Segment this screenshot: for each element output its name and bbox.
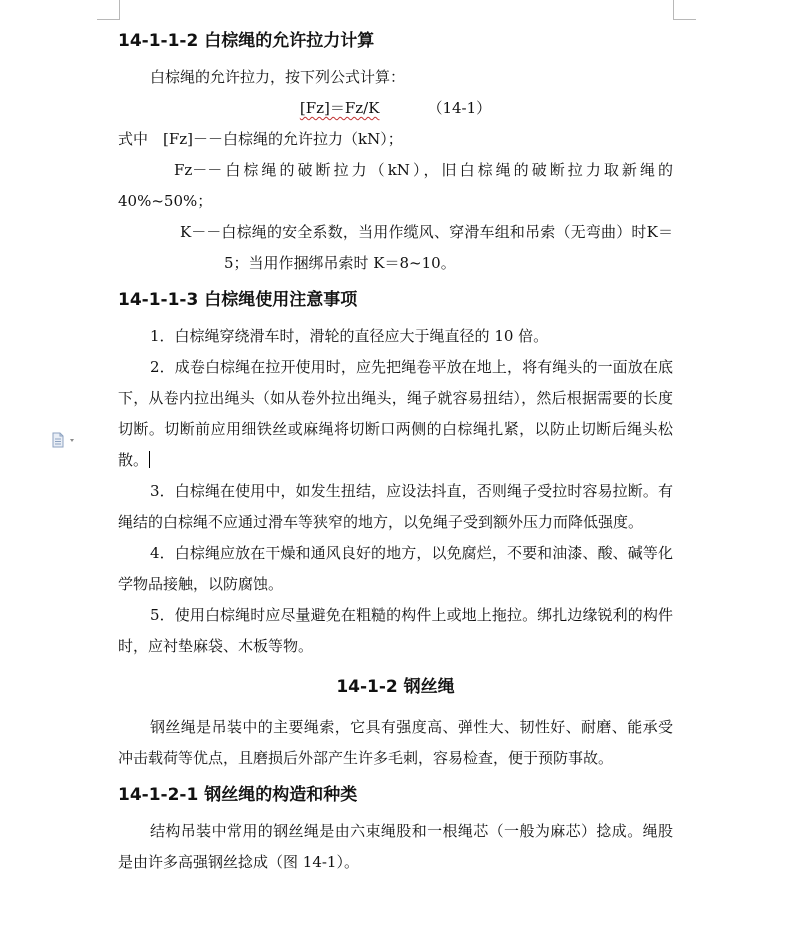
list-item-3: 3．白棕绳在使用中，如发生扭结，应设法抖直，否则绳子受拉时容易拉断。有绳结的白棕绳不应通过滑车等狭窄的地方，以免绳子受到额外压力而降低强度。 <box>118 482 673 531</box>
paragraph-allowable-intro: 白棕绳的允许拉力，按下列公式计算： <box>150 68 406 86</box>
section-heading-14-1-2-1: 14-1-2-1 钢丝绳的构造和种类 <box>118 785 358 805</box>
document-body <box>118 24 673 878</box>
section-heading-14-1-1-2: 14-1-1-2 白棕绳的允许拉力计算 <box>118 31 375 51</box>
formula-line <box>118 93 673 124</box>
list-item-4: 4．白棕绳应放在干燥和通风良好的地方，以免腐烂，不要和油漆、酸、碱等化学物品接触，以防腐蚀。 <box>118 544 673 593</box>
definition-allowable-force: 式中 [Fz]－－白棕绳的允许拉力（kN）； <box>118 130 403 148</box>
crop-mark-top-right <box>673 0 696 20</box>
document-outline-icon[interactable] <box>50 432 80 448</box>
equation-number: （14-1） <box>427 99 492 117</box>
list-item-2-text: 2．成卷白棕绳在拉开使用时，应先把绳卷平放在地上，将有绳头的一面放在底下，从卷内拉出绳头（如从卷外拉出绳头，绳子就容易扭结），然后根据需要的长度切断。切断前应用细铁丝或麻绳将切断口两侧的白棕绳扎紧，以防止切断后绳头松散。 <box>118 358 673 469</box>
section-heading-14-1-2: 14-1-2 钢丝绳 <box>336 677 455 697</box>
paragraph-structure-intro: 结构吊装中常用的钢丝绳是由六束绳股和一根绳芯（一般为麻芯）捻成。绳股是由许多高强钢丝捻成（图 14-1）。 <box>118 822 673 871</box>
list-item-5: 5．使用白棕绳时应尽量避免在粗糙的构件上或地上拖拉。绑扎边缘锐利的构件时，应衬垫麻袋、木板等物。 <box>118 606 673 655</box>
definition-safety-factor: K－－白棕绳的安全系数，当用作缆风、穿滑车组和吊索（无弯曲）时K＝5；当用作捆绑吊索时 K＝8~10。 <box>180 223 673 272</box>
formula-14-1: [Fz]＝Fz/K <box>299 99 380 117</box>
section-heading-14-1-1-3: 14-1-1-3 白棕绳使用注意事项 <box>118 290 358 310</box>
paragraph-steel-wire-intro: 钢丝绳是吊装中的主要绳索，它具有强度高、弹性大、韧性好、耐磨、能承受冲击载荷等优点，且磨损后外部产生许多毛刺，容易检查，便于预防事故。 <box>118 718 673 767</box>
crop-mark-top-left <box>97 0 120 20</box>
list-item-2 <box>118 352 673 476</box>
definition-breaking-force: Fz－－白棕绳的破断拉力（kN），旧白棕绳的破断拉力取新绳的40%~50%； <box>118 161 673 210</box>
list-item-1: 1．白棕绳穿绕滑车时，滑轮的直径应大于绳直径的 10 倍。 <box>150 327 549 345</box>
text-cursor <box>149 451 150 468</box>
